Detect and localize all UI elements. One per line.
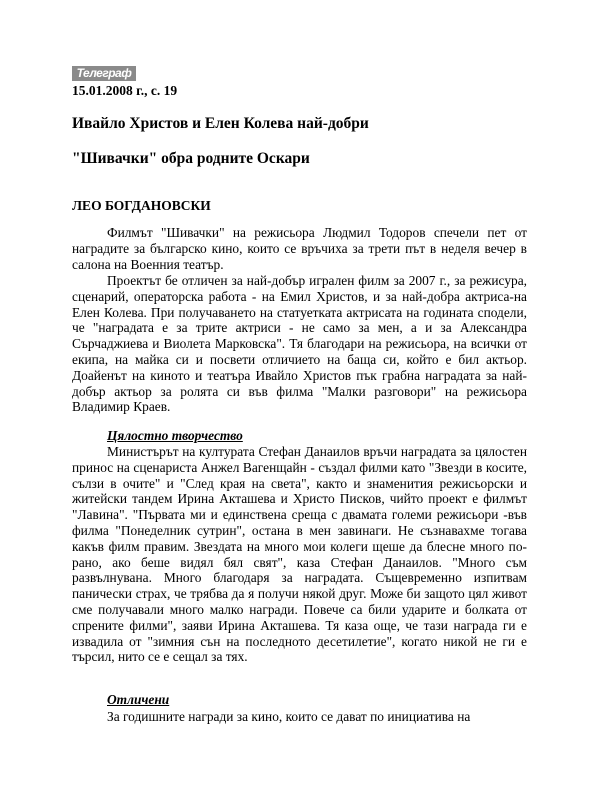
paragraph-lifetime: Министърът на културата Стефан Данаилов връчи наградата за цялостен принос на сценариста Анжел Вагенщайн - създал филми като "Звезди в косите, сълзи в очите" и "След края на света", както и знаменития режисьорски и житейски тандем Ирина Акташева и Христо Писков, чийто проект е филмът "Лавина". "Първата ми и единствена среща с двамата големи режисьори -във филма "Понеделник сутрин", остана в мен завинаги. Не съзнавахме тогава какъв филм правим. Звездата на много мои колеги щеше да блесне много по-рано, ако беше видял бял свят", каза Стефан Данаилов. "Много съм развълнувана. Много благодаря за наградата. Същевременно изпитвам панически страх, че трябва да я получи някой друг. Може би защото цял живот сме получавали много малко награди. Повече са били ударите и болката от спрените филми", заяви Ирина Акташева. Тя каза още, че тази награда ги е извадила от "зимния сън на последното десетилетие", когато никой не ги е търсил, нито се е сещал за тях. [72,444,527,665]
article-headline: Ивайло Христов и Елен Колева най-добри [72,115,369,132]
newspaper-logo: Телеграф [72,66,136,81]
paragraph-distinguished: За годишните награди за кино, които се дават по инициатива на [107,709,471,724]
author-byline: ЛЕО БОГДАНОВСКИ [72,198,211,213]
date-page: 15.01.2008 г., с. 19 [72,83,178,98]
article-subheadline: "Шивачки" обра родните Оскари [72,150,310,167]
section-heading-lifetime: Цялостно творчество [107,428,243,443]
paragraph-intro: Филмът "Шивачки" на режисьора Людмил Тодоров спечели пет от наградите за българско кино, които се връчиха за трети път в неделя вечер в салона на Военния театър. [72,225,527,272]
section-heading-distinguished: Отличени [107,692,170,707]
paragraph-awards: Проектът бе отличен за най-добър игрален филм за 2007 г., за режисура, сценарий, операторска работа - на Емил Христов, и за най-добра актриса-на Елен Колева. При получаването на статуетката актрисата на годината сподели, че "наградата е за трите актриси - не само за мен, а и за Александра Сърчаджиева и Виолета Марковска". Тя благодари на режисьора, на всички от екипа, на майка си и посвети отличието на баща си, който е бил актьор. Доайенът на киното и театъра Ивайло Христов пък грабна наградата за най-добър актьор за ролята си във филма "Малки разговори" на режисьора Владимир Краев. [72,273,527,415]
